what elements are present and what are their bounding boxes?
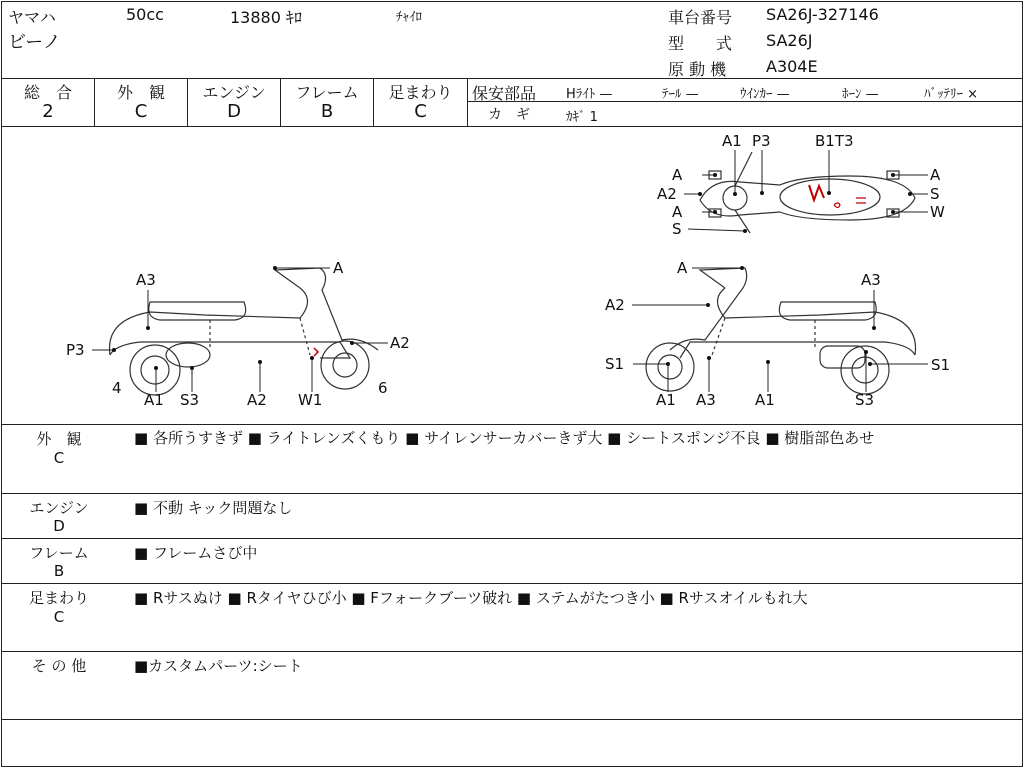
notes-top-line <box>1 424 1022 425</box>
notes-divider <box>1 493 1022 494</box>
label-left-p3: P3 <box>66 341 85 359</box>
note-exterior-category: 外 観 <box>36 430 82 448</box>
model-name: ビーノ <box>8 32 61 53</box>
label-right-a2: A2 <box>605 296 625 314</box>
label-top-a1: A1 <box>722 132 742 150</box>
grade-engine-label: エンジン <box>202 83 266 102</box>
grade-frame-value: B <box>320 101 334 122</box>
note-frame-grade: B <box>53 562 65 580</box>
note-engine-text: ■ 不動 キック問題なし <box>134 499 293 517</box>
note-exterior-grade: C <box>53 449 65 467</box>
grade-engine-value: D <box>227 101 241 122</box>
label-top-p3: P3 <box>752 132 771 150</box>
note-frame-text: ■ フレームさび中 <box>134 544 258 562</box>
note-suspension-category: 足まわり <box>28 589 89 607</box>
label-top-a2: A2 <box>657 185 677 203</box>
grade-overall-value: 2 <box>42 101 54 122</box>
label-top-a-right: A <box>930 166 941 184</box>
scooter-top-view <box>700 152 915 233</box>
leader-lines <box>92 150 928 392</box>
label-right-s1-left: S1 <box>605 355 625 373</box>
label-left-s3: S3 <box>180 391 200 409</box>
frame-no-value: SA26J-327146 <box>766 5 879 24</box>
label-left-4: 4 <box>112 379 122 397</box>
marker-dots <box>112 173 912 370</box>
safety-tail: ﾃｰﾙ — <box>662 87 699 102</box>
label-right-a3-bottom: A3 <box>696 391 716 409</box>
label-right-s3: S3 <box>855 391 875 409</box>
engine-value: A304E <box>766 57 818 76</box>
note-engine-grade: D <box>53 517 65 535</box>
maker: ヤマハ <box>8 8 56 27</box>
mileage: 13880 ｷﾛ <box>230 8 302 27</box>
label-right-a: A <box>677 259 688 277</box>
label-left-w1: W1 <box>298 391 323 409</box>
note-suspension-text: ■ Rサスぬけ ■ Rタイヤひび小 ■ Fフォークブーツ破れ ■ ステムがたつき小 ■ Rサスオイルもれ大 <box>134 589 808 607</box>
label-right-a1-b: A1 <box>755 391 775 409</box>
note-suspension-grade: C <box>53 608 65 626</box>
key-value: ｶｷﾞ 1 <box>566 110 598 125</box>
note-exterior-text: ■ 各所うすきず ■ ライトレンズくもり ■ サイレンサーカバーきず大 ■ シートスポンジ不良 ■ 樹脂部色あせ <box>134 429 875 447</box>
label-top-s-right: S <box>930 185 940 203</box>
safety-headlight: Hﾗｲﾄ — <box>566 87 613 102</box>
displacement: 50cc <box>126 5 164 24</box>
label-left-a2-bottom: A2 <box>247 391 267 409</box>
label-right-a3-top: A3 <box>861 271 881 289</box>
label-left-a1: A1 <box>144 391 164 409</box>
grade-suspension-label: 足まわり <box>388 83 453 102</box>
label-top-s-left: S <box>672 220 682 238</box>
notes-divider <box>1 538 1022 539</box>
grade-frame-label: フレーム <box>295 83 359 102</box>
safety-battery: ﾊﾞｯﾃﾘｰ × <box>924 87 979 102</box>
frame-no-label: 車台番号 <box>668 8 733 27</box>
label-right-s1-right: S1 <box>931 356 951 374</box>
grade-divider <box>467 78 468 126</box>
safety-winker: ｳｲﾝｶｰ — <box>740 87 790 102</box>
note-other-text: ■カスタムパーツ:シート <box>134 657 303 675</box>
key-label: カ ギ <box>488 107 530 123</box>
label-right-a1-a: A1 <box>656 391 676 409</box>
grade-exterior-value: C <box>134 101 148 122</box>
note-engine-category: エンジン <box>29 499 89 517</box>
label-top-w-right: W <box>930 203 945 221</box>
grade-overall-label: 総 合 <box>23 83 72 102</box>
grade-top-line <box>1 78 1022 79</box>
label-left-a3: A3 <box>136 271 156 289</box>
note-other-category: そ の 他 <box>31 657 87 675</box>
label-left-a: A <box>333 259 344 277</box>
label-left-a2-right: A2 <box>390 334 410 352</box>
notes-divider <box>1 719 1022 720</box>
label-top-a-left2: A <box>672 203 683 221</box>
model-code-value: SA26J <box>766 31 813 50</box>
note-frame-category: フレーム <box>29 544 89 562</box>
notes-divider <box>1 583 1022 584</box>
color: ﾁｬｲﾛ <box>396 10 422 25</box>
label-top-a-left1: A <box>672 166 683 184</box>
engine-label: 原 動 機 <box>668 60 727 79</box>
grade-exterior-label: 外 観 <box>116 83 165 102</box>
inspection-diagram <box>0 126 1024 424</box>
label-left-6: 6 <box>378 379 388 397</box>
label-top-b1t3: B1T3 <box>815 132 854 150</box>
safety-horn: ﾎｰﾝ — <box>842 87 879 102</box>
notes-divider <box>1 651 1022 652</box>
model-code-label: 型 式 <box>668 34 733 53</box>
safety-title: 保安部品 <box>472 84 537 103</box>
grade-suspension-value: C <box>414 101 427 122</box>
